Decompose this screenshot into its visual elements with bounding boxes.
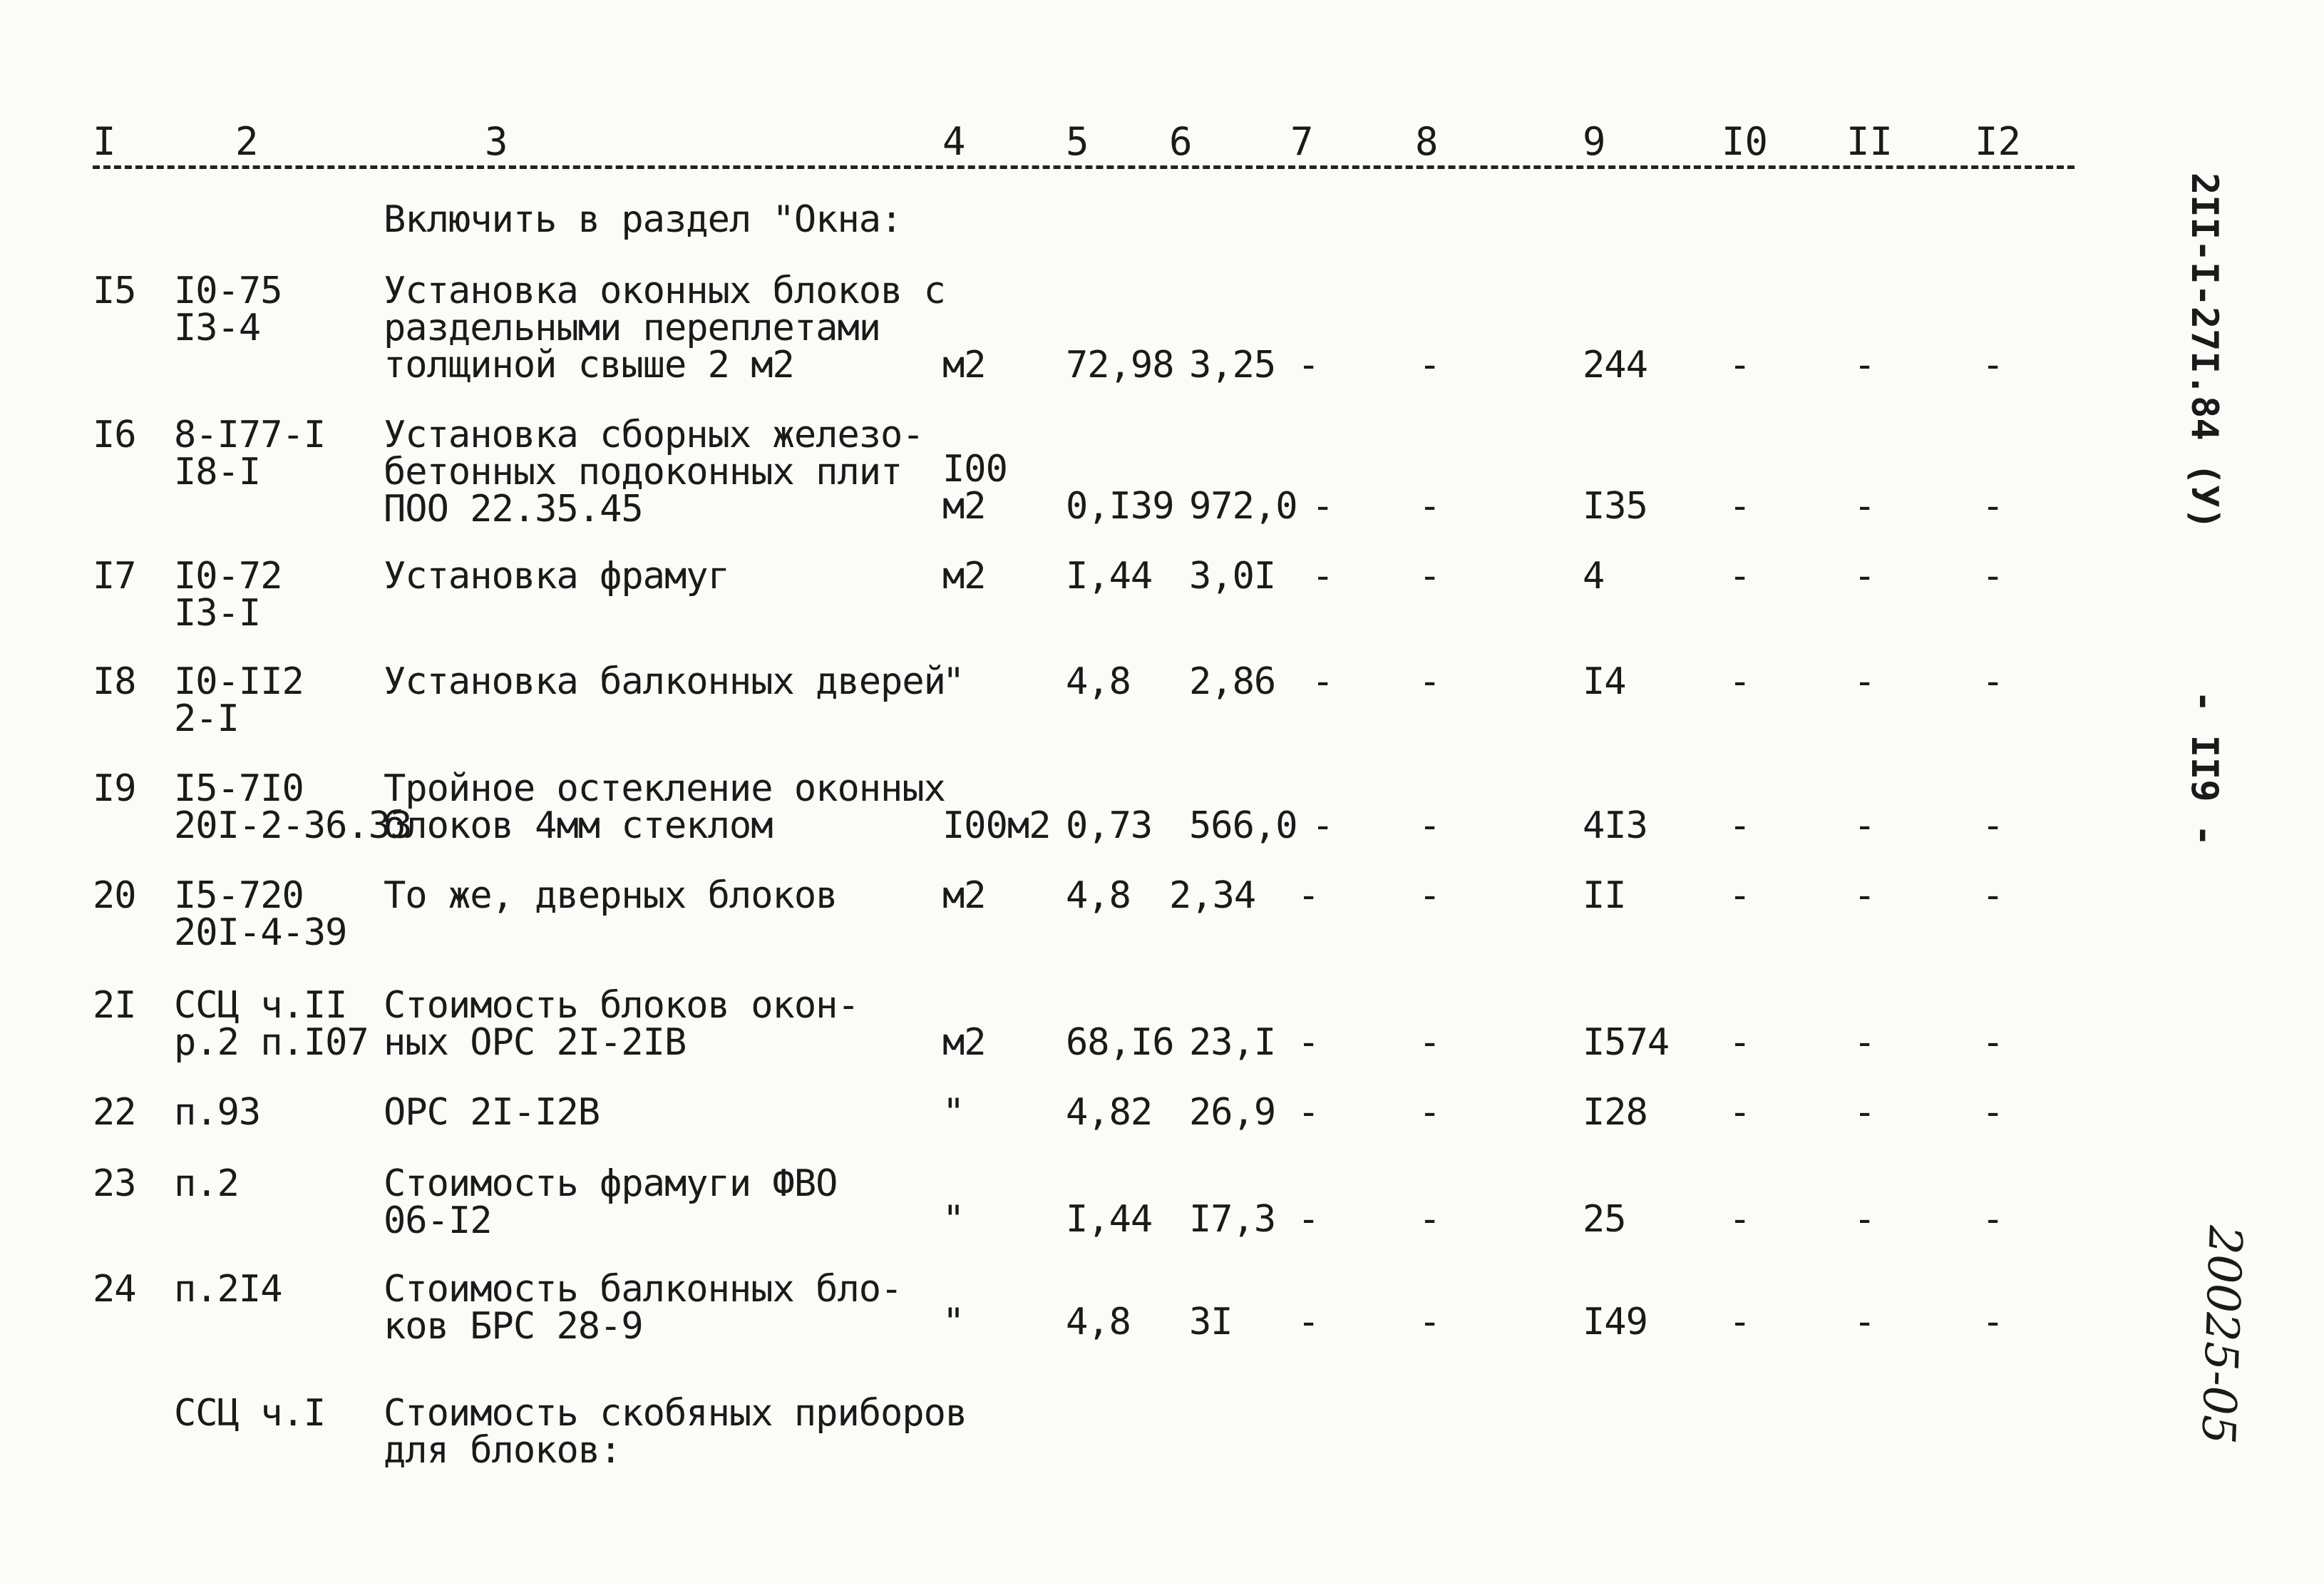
col-10-value: - bbox=[1729, 555, 1751, 598]
col-12-value: - bbox=[1982, 485, 2004, 528]
col-8-value: - bbox=[1419, 1198, 1441, 1241]
unit-price: 2,86 bbox=[1189, 660, 1276, 703]
col-8-value: - bbox=[1419, 555, 1441, 598]
unit-price: 3,0I bbox=[1189, 555, 1276, 598]
total-cost: I28 bbox=[1583, 1091, 1647, 1134]
unit: м2 bbox=[942, 874, 986, 917]
col-8-value: - bbox=[1419, 660, 1441, 703]
work-name: Стоимость балконных бло- ков БРС 28-9 bbox=[384, 1268, 903, 1348]
section-title: Включить в раздел "Окна: bbox=[384, 198, 903, 241]
row-number: I7 bbox=[93, 555, 136, 598]
col-12-value: - bbox=[1982, 1301, 2004, 1343]
total-cost: 244 bbox=[1583, 344, 1647, 386]
total-cost: 4 bbox=[1583, 555, 1605, 598]
norm-code: п.2 bbox=[174, 1162, 239, 1205]
row-number: 22 bbox=[93, 1091, 136, 1134]
col-11-value: - bbox=[1853, 1021, 1876, 1064]
col-8-value: - bbox=[1419, 485, 1441, 528]
unit-price: I7,3 bbox=[1189, 1198, 1276, 1241]
col-7-value: - bbox=[1312, 555, 1334, 598]
col-10-value: - bbox=[1729, 660, 1751, 703]
unit: " bbox=[942, 1091, 965, 1134]
norm-code: I5-7I0 20I-2-36.33 bbox=[174, 767, 412, 847]
norm-code: ССЦ ч.I bbox=[174, 1392, 326, 1435]
quantity: 72,98 bbox=[1066, 344, 1174, 386]
col-header-9: 9 bbox=[1583, 119, 1606, 164]
col-11-value: - bbox=[1853, 1198, 1876, 1241]
col-10-value: - bbox=[1729, 1091, 1751, 1134]
total-cost: I35 bbox=[1583, 485, 1647, 528]
unit: I00м2 bbox=[942, 804, 1051, 847]
norm-code: I0-II2 2-I bbox=[174, 660, 304, 740]
quantity: 4,8 bbox=[1066, 660, 1131, 703]
col-12-value: - bbox=[1982, 555, 2004, 598]
unit: м2 bbox=[942, 344, 986, 386]
col-header-7: 7 bbox=[1290, 119, 1314, 164]
row-number: 2I bbox=[93, 984, 136, 1027]
row-number: I5 bbox=[93, 270, 136, 312]
col-7-value: - bbox=[1297, 1021, 1320, 1064]
col-header-3: 3 bbox=[485, 119, 508, 164]
col-7-value: - bbox=[1312, 660, 1334, 703]
unit-price: 3,25 bbox=[1189, 344, 1276, 386]
norm-code: I0-75 I3-4 bbox=[174, 270, 282, 349]
quantity: I,44 bbox=[1066, 1198, 1153, 1241]
unit: " bbox=[942, 1198, 965, 1241]
col-11-value: - bbox=[1853, 804, 1876, 847]
col-7-value: - bbox=[1297, 1091, 1320, 1134]
work-name: Тройное остекление оконных блоков 4мм стеклом bbox=[384, 767, 945, 847]
col-11-value: - bbox=[1853, 1091, 1876, 1134]
col-7-value: - bbox=[1312, 804, 1334, 847]
col-8-value: - bbox=[1419, 1091, 1441, 1134]
quantity: 68,I6 bbox=[1066, 1021, 1174, 1064]
col-12-value: - bbox=[1982, 344, 2004, 386]
col-header-2: 2 bbox=[235, 119, 259, 164]
total-cost: I574 bbox=[1583, 1021, 1670, 1064]
quantity: 4,8 bbox=[1066, 874, 1131, 917]
col-header-11: II bbox=[1846, 119, 1893, 164]
row-number: 20 bbox=[93, 874, 136, 917]
norm-code: п.93 bbox=[174, 1091, 261, 1134]
col-8-value: - bbox=[1419, 344, 1441, 386]
norm-code: ССЦ ч.II р.2 п.I07 bbox=[174, 984, 369, 1064]
col-header-1: I bbox=[93, 119, 116, 164]
unit-price: 3I bbox=[1189, 1301, 1233, 1343]
unit-price: 972,0 bbox=[1189, 485, 1297, 528]
norm-code: п.2I4 bbox=[174, 1268, 282, 1311]
norm-code: 8-I77-I I8-I bbox=[174, 414, 326, 493]
unit: м2 bbox=[942, 1021, 986, 1064]
row-number: 24 bbox=[93, 1268, 136, 1311]
quantity: I,44 bbox=[1066, 555, 1153, 598]
col-12-value: - bbox=[1982, 1198, 2004, 1241]
col-header-12: I2 bbox=[1975, 119, 2022, 164]
col-10-value: - bbox=[1729, 1301, 1751, 1343]
col-10-value: - bbox=[1729, 344, 1751, 386]
row-number: I8 bbox=[93, 660, 136, 703]
col-11-value: - bbox=[1853, 344, 1876, 386]
row-number: I9 bbox=[93, 767, 136, 810]
work-name: Стоимость фрамуги ФВО 06-I2 bbox=[384, 1162, 838, 1242]
col-12-value: - bbox=[1982, 1021, 2004, 1064]
norm-code: I0-72 I3-I bbox=[174, 555, 282, 635]
col-header-6: 6 bbox=[1169, 119, 1193, 164]
unit: м2 bbox=[942, 555, 986, 598]
col-8-value: - bbox=[1419, 1021, 1441, 1064]
col-7-value: - bbox=[1297, 1301, 1320, 1343]
work-name: Установка фрамуг bbox=[384, 555, 729, 598]
row-number: I6 bbox=[93, 414, 136, 456]
col-11-value: - bbox=[1853, 660, 1876, 703]
unit-price: 566,0 bbox=[1189, 804, 1297, 847]
work-name: ОРС 2I-I2В bbox=[384, 1091, 600, 1134]
total-cost: II bbox=[1583, 874, 1626, 917]
col-7-value: - bbox=[1297, 874, 1320, 917]
unit-price: 26,9 bbox=[1189, 1091, 1276, 1134]
total-cost: 4I3 bbox=[1583, 804, 1647, 847]
norm-code: I5-720 20I-4-39 bbox=[174, 874, 347, 954]
unit: I00 м2 bbox=[942, 448, 1007, 528]
quantity: 0,I39 bbox=[1066, 485, 1174, 528]
col-12-value: - bbox=[1982, 1091, 2004, 1134]
col-7-value: - bbox=[1297, 344, 1320, 386]
col-10-value: - bbox=[1729, 485, 1751, 528]
unit-price: 23,I bbox=[1189, 1021, 1276, 1064]
work-name: Установка сборных железо- бетонных подоконных плит ПОО 22.35.45 bbox=[384, 414, 924, 531]
col-11-value: - bbox=[1853, 555, 1876, 598]
col-12-value: - bbox=[1982, 874, 2004, 917]
work-name: Стоимость скобяных приборов для блоков: bbox=[384, 1392, 967, 1472]
document-code: 2II-I-27I.84 (У) bbox=[2183, 173, 2226, 530]
col-header-8: 8 bbox=[1415, 119, 1439, 164]
work-name: Установка оконных блоков с раздельными переплетами толщиной свыше 2 м2 bbox=[384, 270, 945, 386]
col-12-value: - bbox=[1982, 804, 2004, 847]
col-10-value: - bbox=[1729, 804, 1751, 847]
col-8-value: - bbox=[1419, 804, 1441, 847]
col-12-value: - bbox=[1982, 660, 2004, 703]
col-8-value: - bbox=[1419, 874, 1441, 917]
col-10-value: - bbox=[1729, 874, 1751, 917]
col-11-value: - bbox=[1853, 485, 1876, 528]
unit-price: 2,34 bbox=[1169, 874, 1256, 917]
header-divider bbox=[93, 165, 2074, 169]
total-cost: I49 bbox=[1583, 1301, 1647, 1343]
col-10-value: - bbox=[1729, 1198, 1751, 1241]
col-header-5: 5 bbox=[1066, 119, 1089, 164]
col-11-value: - bbox=[1853, 874, 1876, 917]
col-10-value: - bbox=[1729, 1021, 1751, 1064]
work-name: То же, дверных блоков bbox=[384, 874, 838, 917]
work-name: Установка балконных дверей bbox=[384, 660, 945, 703]
col-header-10: I0 bbox=[1722, 119, 1769, 164]
total-cost: I4 bbox=[1583, 660, 1626, 703]
unit: " bbox=[942, 1301, 965, 1343]
total-cost: 25 bbox=[1583, 1198, 1626, 1241]
quantity: 0,73 bbox=[1066, 804, 1153, 847]
col-8-value: - bbox=[1419, 1301, 1441, 1343]
col-header-4: 4 bbox=[942, 119, 966, 164]
page-number: - II9 - bbox=[2183, 690, 2226, 847]
col-7-value: - bbox=[1297, 1198, 1320, 1241]
unit: " bbox=[942, 660, 965, 703]
quantity: 4,8 bbox=[1066, 1301, 1131, 1343]
row-number: 23 bbox=[93, 1162, 136, 1205]
handwritten-inventory-number: 20025-05 bbox=[2191, 1224, 2251, 1445]
quantity: 4,82 bbox=[1066, 1091, 1153, 1134]
col-7-value: - bbox=[1312, 485, 1334, 528]
work-name: Стоимость блоков окон- ных ОРС 2I-2IВ bbox=[384, 984, 859, 1064]
col-11-value: - bbox=[1853, 1301, 1876, 1343]
